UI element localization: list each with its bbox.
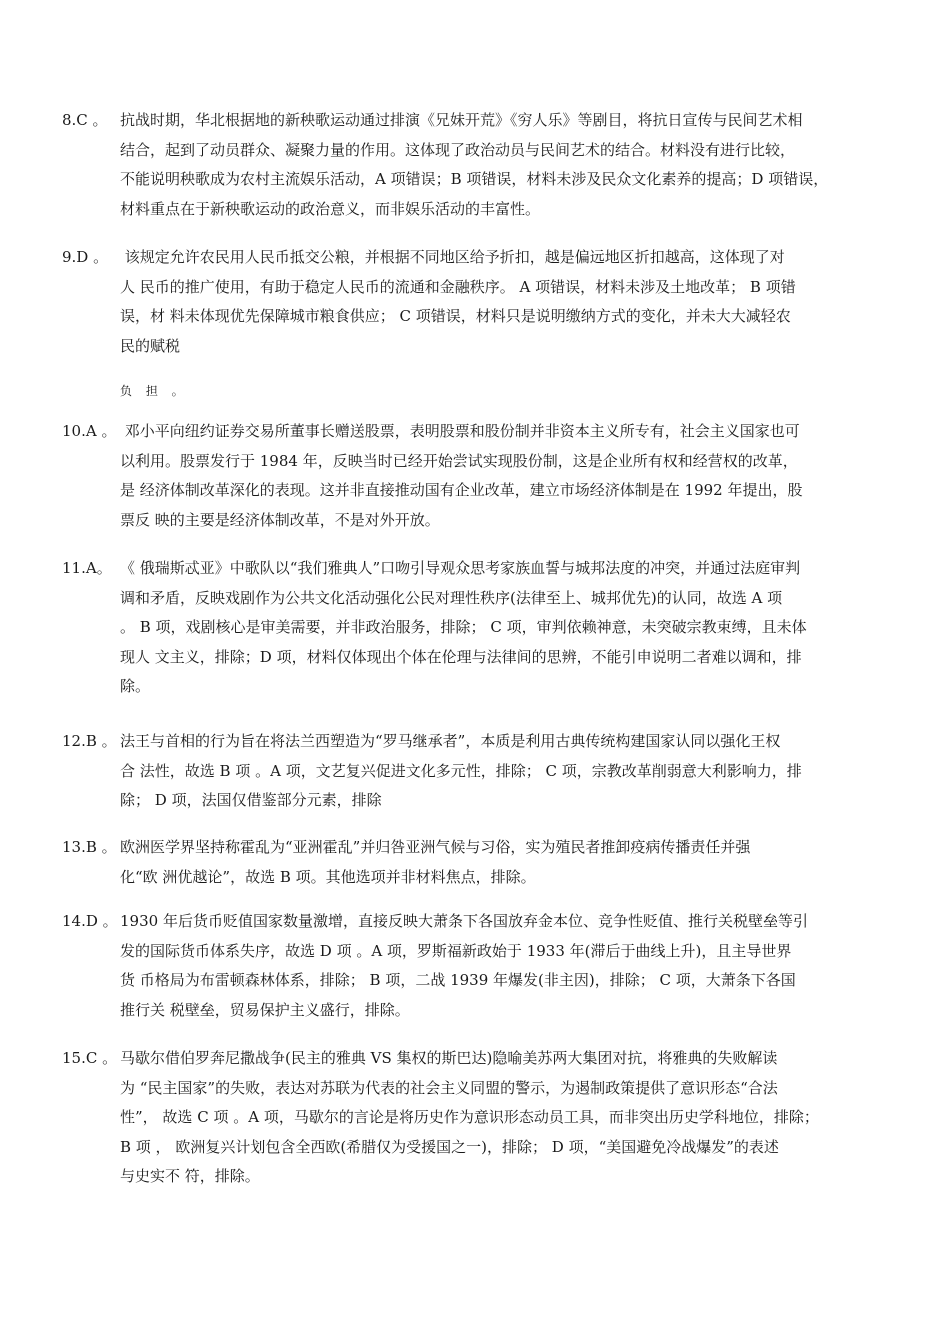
answer-text: 1930 年后货币贬值国家数量激增，直接反映大萧条下各国放弃金本位、竞争性贬值、推行关税壁垒等引 bbox=[120, 912, 808, 930]
answer-line: 推行关 税壁垒，贸易保护主义盛行，排除。 bbox=[120, 1000, 410, 1019]
answer-line bbox=[62, 833, 892, 863]
answer-number: 14.D 。 bbox=[62, 912, 118, 930]
answer-line: 不能说明秧歌成为农村主流娱乐活动，A 项错误；B 项错误，材料未涉及民众文化素养的提高；D 项错误， bbox=[120, 170, 829, 188]
answer-line: 误，材 料未体现优先保障城市粮食供应； C 项错误，材料只是说明缴纳方式的变化，并未大大减轻农 bbox=[120, 307, 791, 325]
answer-item-13 bbox=[62, 833, 892, 892]
answer-text: 法王与首相的行为旨在将法兰西塑造为“罗马继承者”，本质是利用古典传统构建国家认同以强化王权 bbox=[120, 732, 781, 750]
answer-line bbox=[62, 243, 892, 273]
answer-line: 材料重点在于新秧歌运动的政治意义，而非娱乐活动的丰富性。 bbox=[120, 199, 541, 218]
answer-item-10 bbox=[62, 417, 892, 535]
answer-line bbox=[62, 417, 892, 447]
answer-line: 票反 映的主要是经济体制改革，不是对外开放。 bbox=[120, 510, 440, 529]
answer-line bbox=[62, 554, 892, 584]
answer-line: 是 经济体制改革深化的表现。这并非直接推动国有企业改革，建立市场经济体制是在 1992 年提出，股 bbox=[120, 481, 803, 499]
answer-item-8 bbox=[62, 106, 892, 224]
answer-item-14 bbox=[62, 907, 892, 1025]
answer-number: 11.A。 bbox=[62, 559, 112, 577]
answer-line: 。 B 项，戏剧核心是审美需要，并非政治服务，排除； C 项，审判依赖神意，未突破宗教束缚，且未体 bbox=[120, 618, 807, 636]
answer-trailing-text: 负 担 。 bbox=[120, 384, 189, 398]
answer-item-11 bbox=[62, 554, 892, 702]
answer-line: 性”， 故选 C 项 。A 项，马歇尔的言论是将历史作为意识形态动员工具，而非突出历史学科地位，排除； bbox=[120, 1108, 819, 1126]
answer-line: 货 币格局为布雷顿森林体系，排除； B 项，二战 1939 年爆发(非主因)，排除； C 项，大萧条下各国 bbox=[120, 971, 796, 989]
answer-number: 8.C 。 bbox=[62, 111, 108, 129]
answer-line: 结合，起到了动员群众、凝聚力量的作用。这体现了政治动员与民间艺术的结合。材料没有进行比较， bbox=[120, 140, 796, 159]
answer-line: 调和矛盾，反映戏剧作为公共文化活动强化公民对理性秩序(法律至上、城邦优先)的认同，故选 A 项 bbox=[120, 588, 783, 607]
answer-line: 合 法性，故选 B 项 。A 项，文艺复兴促进文化多元性，排除； C 项，宗教改革削弱意大利影响力，排 bbox=[120, 761, 802, 780]
answer-text: 该规定允许农民用人民币抵交公粮，并根据不同地区给予折扣，越是偏远地区折扣越高，这体现了对 bbox=[120, 248, 785, 266]
answer-line: 与史实不 符，排除。 bbox=[120, 1167, 260, 1185]
answer-number: 10.A 。 bbox=[62, 422, 117, 440]
answer-item-15 bbox=[62, 1044, 892, 1192]
answer-item-12 bbox=[62, 727, 892, 816]
answer-number: 15.C 。 bbox=[62, 1049, 118, 1067]
answer-number: 9.D 。 bbox=[62, 248, 109, 266]
answer-text: 邓小平向纽约证券交易所董事长赠送股票，表明股票和股份制并非资本主义所专有，社会主义国家也可 bbox=[120, 422, 800, 440]
answer-line: 为 “民主国家”的失败，表达对苏联为代表的社会主义同盟的警示，为遏制政策提供了意识形态“合法 bbox=[120, 1078, 778, 1097]
answer-line bbox=[62, 907, 892, 937]
answer-line bbox=[62, 1044, 892, 1074]
answer-line bbox=[62, 727, 892, 757]
answer-line: 现人 文主义，排除；D 项，材料仅体现出个体在伦理与法律间的思辨，不能引申说明二者难以调和，排 bbox=[120, 647, 802, 666]
answer-line: 除。 bbox=[120, 677, 151, 695]
answer-number: 12.B 。 bbox=[62, 732, 117, 750]
answer-line: B 项 ， 欧洲复兴计划包含全西欧(希腊仅为受援国之一)，排除； D 项，“美国避免冷战爆发”的表述 bbox=[120, 1137, 779, 1156]
answer-line: 除； D 项，法国仅借鉴部分元素，排除 bbox=[120, 791, 382, 809]
answer-line bbox=[62, 106, 892, 136]
answer-text: 欧洲医学界坚持称霍乱为“亚洲霍乱”并归咎亚洲气候与习俗，实为殖民者推卸疫病传播责任并强 bbox=[120, 838, 751, 856]
answer-number: 13.B 。 bbox=[62, 838, 117, 856]
answer-item-9 bbox=[62, 243, 892, 407]
answer-text: 《 俄瑞斯忒亚》中歌队以“我们雅典人”口吻引导观众思考家族血誓与城邦法度的冲突，并通过法庭审判 bbox=[120, 559, 801, 577]
answer-text: 抗战时期，华北根据地的新秧歌运动通过排演《兄妹开荒》《穷人乐》等剧目，将抗日宣传与民间艺术相 bbox=[120, 111, 803, 129]
answer-text: 马歇尔借伯罗奔尼撒战争(民主的雅典 VS 集权的斯巴达)隐喻美苏两大集团对抗，将雅典的失败解读 bbox=[120, 1049, 778, 1067]
answer-line: 化“欧 洲优越论”，故选 B 项。其他选项并非材料焦点，排除。 bbox=[120, 867, 536, 886]
answer-line: 发的国际货币体系失序，故选 D 项 。A 项，罗斯福新政始于 1933 年(滞后于曲线上升)，且主导世界 bbox=[120, 941, 792, 960]
answer-line: 人 民币的推广使用，有助于稳定人民币的流通和金融秩序。 A 项错误，材料未涉及土地改革； B 项错 bbox=[120, 277, 796, 296]
answer-line: 以利用。股票发行于 1984 年，反映当时已经开始尝试实现股份制，这是企业所有权和经营权的改革， bbox=[120, 451, 798, 470]
answer-line: 民的赋税 bbox=[120, 336, 181, 355]
